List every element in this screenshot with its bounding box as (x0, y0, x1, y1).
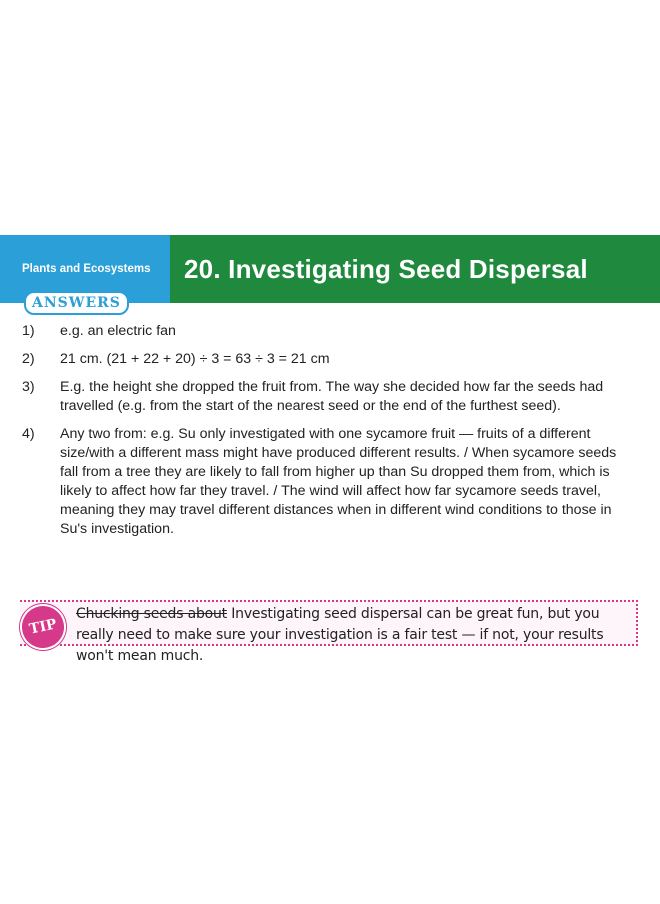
answer-text: e.g. an electric fan (60, 323, 176, 339)
tip-text (76, 604, 636, 667)
page-title: 20. Investigating Seed Dispersal (170, 235, 660, 303)
answer-number: 2) (22, 351, 35, 367)
answer-text: 21 cm. (21 + 22 + 20) ÷ 3 = 63 ÷ 3 = 21 cm (60, 351, 330, 367)
answer-number: 1) (22, 323, 35, 339)
answer-number: 3) (22, 379, 35, 395)
answer-item (22, 425, 632, 539)
topic-label: Plants and Ecosystems (0, 235, 170, 303)
tip-badge: TIP (16, 600, 71, 655)
answer-item (22, 378, 632, 416)
answer-text: E.g. the height she dropped the fruit from. The way she decided how far the seeds had travelled (e.g. from the start of the nearest seed or the end of the furthest seed). (60, 379, 604, 414)
answer-item (22, 350, 632, 369)
tip-body-text: Investigating seed dispersal can be great fun, but you really need to make sure your investigation is a fair test — if not, your results won't mean much. (76, 606, 604, 664)
answers-list (22, 322, 632, 548)
answer-number: 4) (22, 426, 35, 442)
answer-text: Any two from: e.g. Su only investigated with one sycamore fruit — fruits of a different size/with a different mass might have produced different results. / When sycamore seeds fall from a tree they are likely to fall from higher up than Su dropped them from, which is likely to affect how far they travel. / The wind will affect how far sycamore seeds travel, meaning they may travel different distances when in different wind conditions to those in Su's investigation. (60, 426, 617, 537)
tip-struck-text: Chucking seeds about (76, 606, 227, 622)
answers-badge: ANSWERS (24, 291, 129, 315)
answer-item (22, 322, 632, 341)
